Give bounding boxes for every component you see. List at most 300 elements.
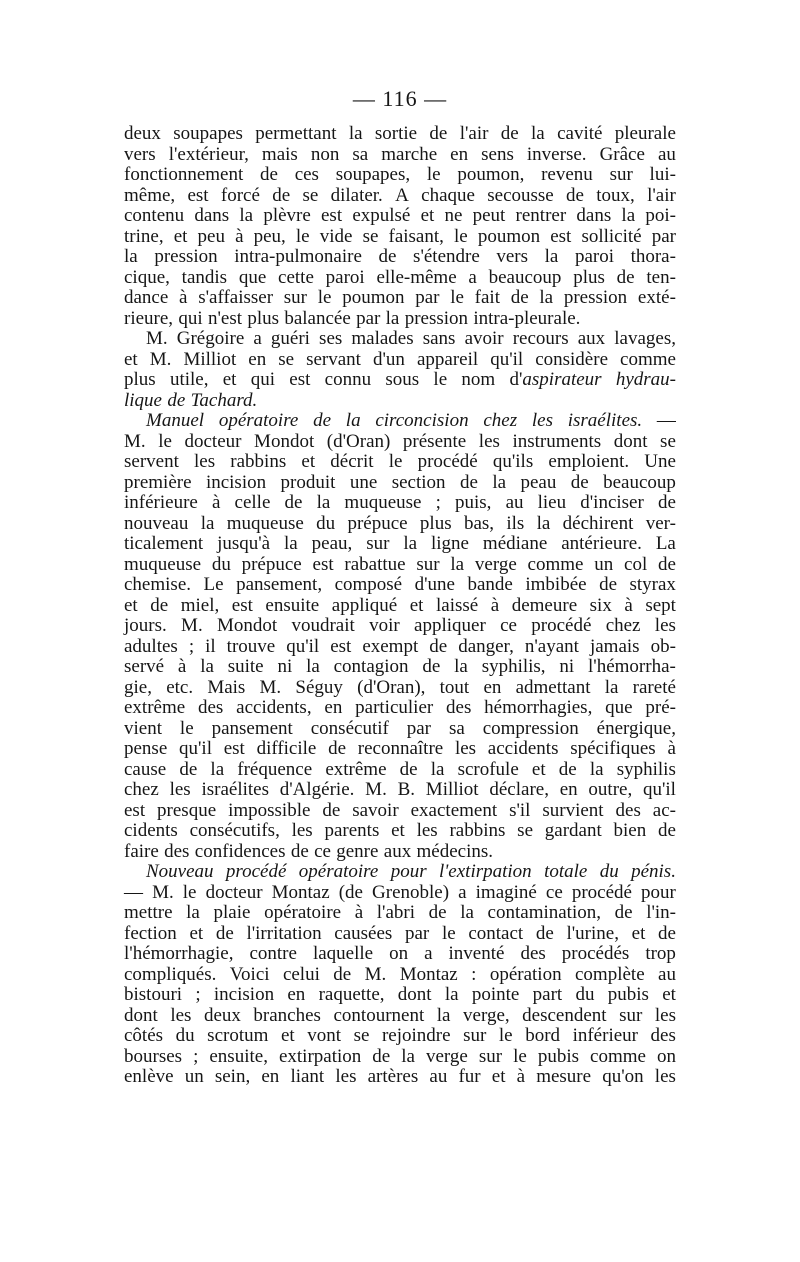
word: et: [301, 451, 316, 472]
word: qu'on: [602, 1066, 644, 1087]
word: bas,: [463, 512, 495, 534]
word: de: [658, 820, 676, 841]
text-line: [124, 944, 676, 965]
word: poumon,: [457, 164, 525, 185]
text-line: [124, 575, 676, 596]
word: sollicité: [581, 225, 642, 247]
word: compliqués.: [124, 963, 217, 985]
text-line: [124, 1006, 676, 1027]
word: M.: [365, 779, 387, 800]
word: a: [424, 943, 433, 964]
word: Mais: [207, 676, 246, 698]
word: imbibée: [525, 574, 587, 595]
word: médiane: [482, 533, 548, 554]
word: Voici: [229, 963, 270, 985]
word: chez: [124, 779, 159, 800]
word: les: [531, 410, 553, 431]
word: hydrau-: [615, 369, 676, 390]
word: appareil: [416, 348, 479, 370]
word: emploient.: [548, 451, 630, 472]
word: jours.: [124, 615, 167, 636]
word: chaque: [421, 184, 475, 206]
text-line: [124, 452, 676, 473]
word: à: [667, 738, 676, 759]
word: la: [306, 656, 320, 677]
word: intra-pleurale.: [473, 307, 581, 329]
word: accidents,: [236, 697, 312, 718]
word: la: [539, 287, 554, 308]
word: la: [604, 676, 619, 698]
word: dont: [613, 430, 648, 452]
word: se: [517, 820, 533, 841]
word: de: [333, 963, 352, 985]
text-line: [124, 657, 676, 678]
word: le: [513, 1045, 527, 1067]
text-line: [124, 124, 676, 145]
word: ce: [500, 615, 517, 636]
word: de: [558, 758, 577, 780]
word: ticalement: [124, 533, 204, 554]
word: Mondot: [217, 615, 278, 636]
word: est: [321, 205, 343, 226]
word: M.: [124, 430, 146, 452]
word: s'étendre: [413, 246, 480, 267]
word: opératoire: [298, 861, 379, 882]
word: instruments: [512, 430, 602, 452]
word: fonctionnement: [124, 164, 244, 185]
word: de: [658, 553, 676, 575]
text-line: [124, 616, 676, 637]
word: ni: [277, 656, 293, 677]
word: raquette,: [318, 984, 385, 1005]
word: dans: [194, 205, 230, 226]
text-line: [124, 985, 676, 1006]
word: dont: [397, 984, 432, 1005]
word: israélites: [201, 779, 269, 800]
word: des: [446, 697, 472, 718]
word: La: [655, 533, 676, 554]
word: poumon: [342, 287, 405, 308]
text-line: [124, 739, 676, 760]
word: pubis: [607, 984, 649, 1005]
word: confidences: [194, 840, 286, 862]
word: celle: [234, 492, 271, 513]
word: l'hémorrhagie,: [124, 943, 234, 964]
word: les: [654, 615, 676, 636]
word: contagion: [333, 656, 409, 677]
word: du: [599, 861, 619, 882]
word: à: [235, 225, 244, 247]
word: opératoire: [218, 410, 299, 431]
word: la: [348, 123, 363, 144]
word: la: [430, 758, 445, 780]
word: deux: [203, 1004, 241, 1026]
word: plus: [573, 266, 605, 288]
word: sans: [422, 328, 456, 349]
text-line: [124, 1047, 676, 1068]
word: à: [624, 594, 633, 616]
text-line: [124, 596, 676, 617]
word: a: [458, 881, 467, 903]
word: M.: [364, 963, 387, 985]
word: des: [198, 697, 224, 718]
word: permettant: [255, 123, 337, 144]
word: utile,: [169, 369, 209, 390]
word: à: [516, 1066, 526, 1087]
word: l'air: [647, 184, 676, 206]
word: paroi: [574, 246, 614, 267]
word: M.: [152, 881, 174, 903]
word: mettre: [124, 902, 173, 923]
word: d'une: [414, 574, 455, 595]
text-line: [124, 1067, 676, 1088]
word: sur: [609, 164, 633, 185]
word: sur: [463, 1025, 487, 1046]
word: décrit: [330, 451, 374, 472]
word: ten-: [646, 266, 676, 288]
word: cavité: [557, 123, 603, 144]
word: et: [409, 594, 424, 616]
word: le: [498, 1025, 513, 1046]
word: ;: [435, 492, 441, 513]
word: mais: [261, 143, 298, 165]
word: la: [345, 410, 361, 431]
word: de: [179, 758, 198, 780]
word: soupapes,: [335, 164, 411, 185]
word: sous: [385, 369, 420, 390]
word: syphilis: [616, 758, 676, 780]
text-line: [124, 534, 676, 555]
word: laissé: [436, 594, 479, 616]
word: suite: [227, 656, 264, 677]
word: tout: [439, 676, 470, 698]
word: de: [429, 635, 448, 657]
word: fréquence: [237, 758, 313, 780]
word: est: [187, 184, 209, 206]
word: sa: [352, 143, 369, 165]
word: Grégoire: [176, 328, 245, 349]
word: l'urine,: [566, 922, 619, 944]
word: pense: [124, 738, 168, 759]
word: sur: [619, 1004, 643, 1026]
word: reconnaître: [357, 738, 444, 759]
word: par: [415, 287, 440, 308]
word: Grâce: [599, 143, 645, 165]
word: A: [395, 184, 409, 206]
word: par: [651, 225, 676, 247]
word: mesure: [536, 1066, 592, 1087]
word: exté-: [637, 287, 676, 308]
word: lui-: [649, 164, 676, 185]
word: se: [660, 430, 676, 452]
page-number: — 116 —: [352, 86, 448, 111]
word: poumon: [477, 225, 541, 247]
word: dilater.: [330, 184, 383, 206]
word: de: [328, 738, 347, 759]
word: d'un: [373, 348, 405, 370]
word: des: [164, 840, 190, 862]
word: nouveau: [124, 512, 189, 534]
word: bourses: [124, 1045, 183, 1067]
word: la: [621, 205, 636, 226]
word: de: [614, 902, 633, 923]
word: Milliot: [183, 348, 237, 370]
word: la: [436, 1004, 451, 1026]
word: consécutifs,: [189, 820, 280, 841]
word: imaginé: [475, 881, 537, 903]
word: à: [211, 492, 221, 513]
word: est: [289, 369, 311, 390]
word: verge: [425, 1045, 468, 1067]
word: ses: [319, 328, 343, 349]
word: servent: [124, 451, 179, 472]
word: trouve: [226, 635, 276, 657]
word: n'est: [207, 307, 242, 329]
word: pour: [390, 861, 427, 882]
word: la: [385, 307, 400, 329]
word: difficile: [256, 738, 317, 759]
word: nom: [461, 369, 496, 390]
word: guéri: [270, 328, 310, 349]
word: produit: [280, 471, 336, 493]
word: ensuite,: [209, 1045, 268, 1067]
word: pointe: [471, 984, 520, 1005]
text-line: [124, 370, 676, 391]
word: à: [177, 656, 187, 677]
word: il: [205, 635, 216, 657]
text-line: [124, 227, 676, 248]
word: et: [631, 922, 646, 944]
word: pression: [563, 287, 628, 308]
word: tandis: [181, 266, 228, 288]
word: peut: [472, 205, 506, 226]
word: la: [316, 492, 331, 513]
word: qu'il: [642, 779, 676, 800]
word: B.: [397, 779, 416, 800]
word: chez: [605, 615, 641, 636]
word: rieure,: [124, 307, 174, 329]
word: contenu: [124, 205, 185, 226]
word: rabattue: [344, 553, 406, 575]
word: et: [531, 758, 546, 780]
word: scrofule: [457, 758, 519, 780]
word: avoir: [464, 328, 504, 349]
word: complète: [575, 963, 645, 985]
word: qui: [178, 307, 203, 329]
word: comme: [590, 1045, 646, 1067]
word: savoir: [352, 799, 399, 821]
word: de: [658, 922, 676, 944]
word: balancée: [284, 307, 351, 329]
word: de: [616, 266, 635, 288]
text-line: [124, 309, 676, 330]
word: exempt: [362, 635, 419, 657]
text-line: [124, 206, 676, 227]
word: beaucoup: [603, 471, 676, 493]
word: la: [284, 533, 298, 554]
word: presque: [157, 799, 217, 821]
word: la: [536, 512, 551, 534]
text-line: [124, 1026, 676, 1047]
word: syphilis,: [481, 656, 546, 677]
word: forcé: [220, 184, 260, 206]
word: et: [222, 369, 237, 390]
word: les: [170, 1004, 192, 1026]
word: l'in-: [646, 902, 676, 923]
word: de: [284, 492, 303, 513]
word: Mondot: [254, 430, 315, 452]
word: jamais: [589, 635, 640, 657]
word: pression: [404, 307, 469, 329]
word: servant: [306, 348, 361, 370]
word: secousse: [487, 184, 554, 206]
word: de: [313, 410, 332, 431]
word: vide: [319, 225, 353, 247]
word: les: [291, 820, 313, 841]
word: toux,: [596, 184, 635, 206]
word: et: [491, 1066, 506, 1087]
word: compression: [482, 717, 579, 739]
word: et: [662, 984, 676, 1005]
word: la: [403, 533, 418, 554]
word: part: [532, 984, 563, 1005]
text-line: [124, 760, 676, 781]
word: jusqu'à: [217, 533, 271, 554]
word: sa: [448, 717, 465, 739]
word: ils: [506, 512, 525, 534]
word: incision: [205, 471, 267, 493]
word: d'Algérie.: [279, 779, 355, 800]
text-line: [124, 288, 676, 309]
word: M.: [146, 328, 168, 349]
word: plus: [247, 307, 279, 329]
text-line: [124, 165, 676, 186]
word: l'hémorrha-: [588, 656, 676, 677]
word: sens: [481, 143, 514, 165]
word: par: [406, 717, 432, 739]
word: demeure: [511, 594, 578, 616]
word: appliquer: [414, 615, 486, 636]
text-line: [124, 719, 676, 740]
word: M.: [149, 348, 172, 370]
word: comme: [620, 348, 676, 370]
word: la: [186, 902, 200, 923]
word: artères: [367, 1066, 419, 1087]
word: procédé: [417, 451, 478, 472]
word: par: [356, 307, 381, 329]
text-line: [124, 780, 676, 801]
word: en: [324, 697, 343, 718]
word: Tachard.: [190, 389, 258, 411]
word: énergique,: [596, 717, 676, 739]
word: scrotum: [207, 1025, 269, 1046]
word: admettant: [515, 676, 591, 698]
word: et: [280, 1025, 295, 1046]
word: laquelle: [312, 943, 374, 964]
word: se: [353, 1025, 370, 1046]
word: le: [426, 164, 441, 185]
text-line: [124, 473, 676, 494]
word: considère: [535, 348, 609, 370]
word: a: [253, 328, 262, 349]
word: sept: [645, 594, 676, 616]
word: survient: [542, 799, 604, 821]
word: causées: [334, 922, 393, 944]
word: lieu: [537, 492, 567, 513]
word: rentrer: [515, 205, 567, 226]
word: s'il: [509, 799, 531, 821]
word: intra-pulmonaire: [234, 246, 362, 267]
word: inventé: [448, 943, 505, 964]
word: déchirent: [562, 512, 634, 534]
word: le: [433, 369, 448, 390]
word: les: [416, 820, 438, 841]
word: rabbins: [230, 451, 287, 472]
text-line: [124, 821, 676, 842]
word: pubis: [537, 1045, 580, 1067]
word: lavages,: [614, 328, 676, 349]
word: accidents: [487, 738, 559, 759]
word: Le: [203, 574, 224, 595]
word: de: [599, 574, 617, 595]
word: vont: [307, 1025, 342, 1046]
text-line: [124, 350, 676, 371]
word: miel,: [180, 594, 220, 616]
text-line: [124, 801, 676, 822]
word: à: [354, 902, 364, 923]
word: de: [399, 758, 418, 780]
word: danger,: [458, 635, 514, 657]
word: la: [492, 471, 507, 493]
word: :: [471, 963, 477, 985]
word: pleurale: [614, 123, 676, 144]
text-line: [124, 329, 676, 350]
word: prépuce: [241, 553, 302, 575]
word: le: [179, 717, 194, 739]
word: du: [316, 512, 336, 534]
word: ver-: [645, 512, 676, 534]
word: contre: [249, 943, 297, 964]
word: et: [420, 205, 435, 226]
word: de: [428, 902, 447, 923]
word: pression: [154, 246, 218, 267]
word: fur: [458, 1066, 481, 1087]
word: comme: [527, 553, 584, 575]
word: fait: [474, 287, 500, 308]
word: vient: [124, 717, 162, 739]
word: est: [124, 799, 146, 821]
word: de: [535, 922, 554, 944]
word: en: [287, 984, 306, 1005]
word: la: [531, 123, 545, 144]
word: aux: [383, 840, 412, 862]
word: est: [312, 553, 334, 575]
word: de: [260, 164, 278, 185]
word: genre: [336, 840, 379, 862]
word: en: [261, 1066, 280, 1087]
word: aux: [577, 328, 606, 349]
word: rabbins: [449, 820, 506, 841]
text-line: [124, 842, 676, 863]
word: faisant,: [388, 225, 444, 247]
word: muqueuse: [344, 492, 422, 513]
word: opératoire: [264, 902, 342, 923]
word: ne: [444, 205, 463, 226]
word: peu,: [253, 225, 286, 247]
body-text: [124, 124, 676, 1088]
word: la: [444, 984, 459, 1005]
word: de: [272, 184, 291, 206]
